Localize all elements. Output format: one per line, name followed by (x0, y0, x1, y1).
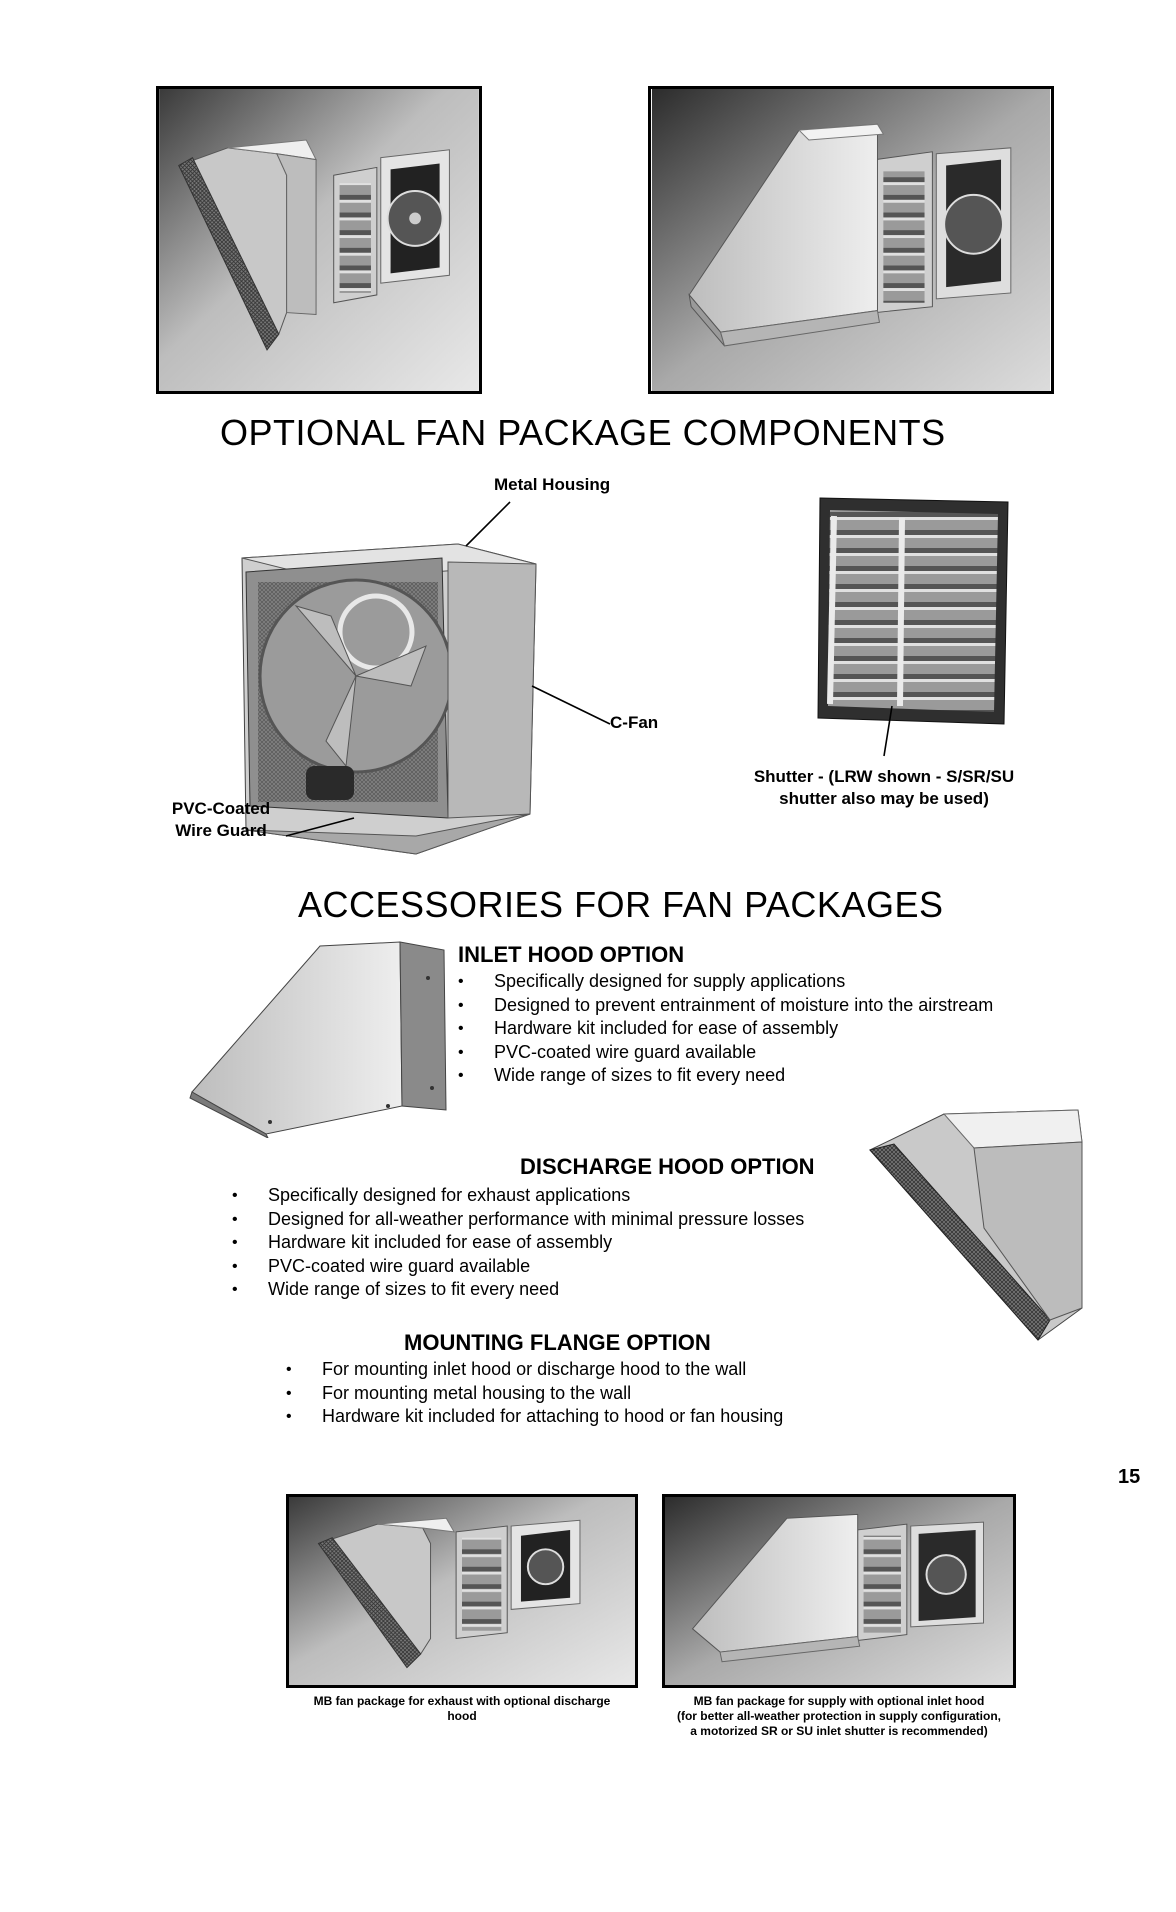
label-shutter: Shutter - (LRW shown - S/SR/SU shutter also may be used) (753, 767, 1015, 808)
label-c-fan: C-Fan (610, 713, 659, 732)
inlet-hood-bullets (458, 970, 993, 1088)
label-pvc-wire-guard: PVC-Coated Wire Guard (171, 799, 271, 840)
inlet-hood-illustration (188, 938, 452, 1138)
supply-package-illustration (665, 1497, 1013, 1685)
photo-supply-package-bottom (662, 1494, 1016, 1688)
mounting-flange-title: MOUNTING FLANGE OPTION (404, 1330, 711, 1355)
discharge-hood-illustration (864, 1108, 1088, 1344)
discharge-hood-title: DISCHARGE HOOD OPTION (520, 1154, 815, 1179)
list-item: • Wide range of sizes to fit every need (458, 1064, 993, 1088)
list-item: • For mounting inlet hood or discharge hood to the wall (286, 1358, 783, 1382)
exhaust-package-illustration (289, 1497, 635, 1685)
mounting-flange-bullets (286, 1358, 783, 1429)
supply-package-illustration (651, 89, 1051, 391)
list-item: • Specifically designed for exhaust applications (232, 1184, 804, 1208)
heading-optional-components: OPTIONAL FAN PACKAGE COMPONENTS (220, 412, 946, 453)
page-number: 15 (1118, 1466, 1141, 1488)
list-item: • Designed to prevent entrainment of moisture into the airstream (458, 994, 993, 1018)
label-metal-housing: Metal Housing (494, 475, 611, 494)
list-item: • For mounting metal housing to the wall (286, 1382, 783, 1406)
list-item: • Hardware kit included for attaching to hood or fan housing (286, 1405, 783, 1429)
photo-exhaust-package-top (156, 86, 482, 394)
list-item: • Wide range of sizes to fit every need (232, 1278, 804, 1302)
list-item: • Hardware kit included for ease of assembly (232, 1231, 804, 1255)
list-item: • Hardware kit included for ease of assembly (458, 1017, 993, 1041)
list-item: • Specifically designed for supply applications (458, 970, 993, 994)
list-item: • Designed for all-weather performance with minimal pressure losses (232, 1208, 804, 1232)
caption-exhaust: MB fan package for exhaust with optional discharge hood (313, 1694, 611, 1723)
photo-exhaust-package-bottom (286, 1494, 638, 1688)
list-item: • PVC-coated wire guard available (458, 1041, 993, 1065)
heading-accessories: ACCESSORIES FOR FAN PACKAGES (298, 884, 944, 925)
photo-supply-package-top (648, 86, 1054, 394)
exhaust-package-illustration (159, 89, 479, 391)
caption-supply: MB fan package for supply with optional inlet hood (for better all-weather protection in supply configuration, a motorized SR or SU inlet shutter is recommended) (676, 1694, 1002, 1738)
discharge-hood-bullets (232, 1184, 804, 1302)
list-item: • PVC-coated wire guard available (232, 1255, 804, 1279)
shutter-illustration (814, 494, 1014, 728)
inlet-hood-title: INLET HOOD OPTION (458, 942, 685, 967)
